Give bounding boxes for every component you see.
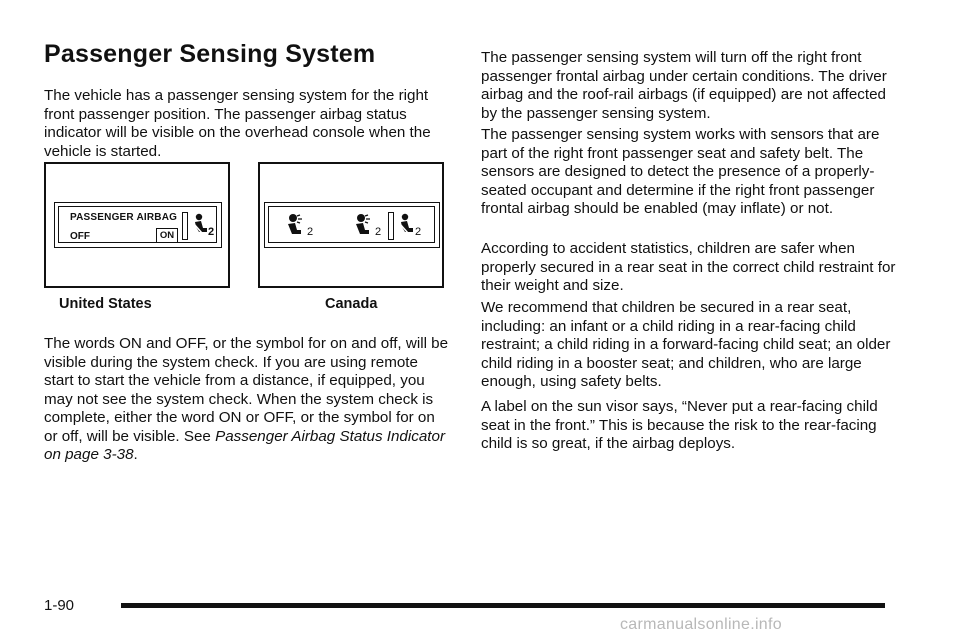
canada-indicator-panel <box>264 202 440 248</box>
seated-passenger-icon <box>191 213 209 237</box>
figure-canada <box>258 162 444 288</box>
right-paragraph-4: We recommend that children be secured in a rear seat, including: an infant or a child riding in a rear-facing child restraint; a child riding in a forward-facing child seat; an older child riding in a booster seat; and children, who are large enough, using safety belts. <box>481 299 891 390</box>
light-bar-icon <box>388 212 394 240</box>
right-paragraph-5: A label on the sun visor says, “Never put a rear-facing child seat in the front.” This is because the risk to the rear-facing child is so great, if the airbag deploys. <box>481 398 878 452</box>
caption-united-states: United States <box>59 296 152 312</box>
page-title: Passenger Sensing System <box>44 40 376 68</box>
status-words-end: . <box>133 446 138 463</box>
caption-canada: Canada <box>325 296 378 312</box>
status-words-text: The words ON and OFF, or the symbol for on and off, will be visible during the system check. If you are using remote start to start the vehicle from a distance, if equipped, you may not see the system check. When the system check is complete, either the word ON or OFF, or the symbol for on or off, will be visible. See <box>44 335 449 445</box>
cross-reference-link[interactable]: Passenger Airbag Status Indicator on page 3-38 <box>44 427 446 463</box>
us-indicator-inner <box>58 206 217 243</box>
on-label: ON <box>156 228 178 243</box>
canada-suffix-3: 2 <box>415 226 422 238</box>
right-paragraph-1: The passenger sensing system will turn off the right front passenger frontal airbag under certain conditions. The driver airbag and the roof-rail airbags (if equipped) are not affected by the passenger sensing system. <box>481 49 887 122</box>
canada-indicator-inner <box>268 206 435 243</box>
intro-paragraph: The vehicle has a passenger sensing system for the right front passenger position. The passenger airbag status indicator will be visible on the overhead console when the vehicle is started. <box>44 87 431 160</box>
canada-suffix-1: 2 <box>307 226 314 238</box>
canada-suffix-2: 2 <box>375 226 382 238</box>
airbag-occupant-icon <box>353 213 375 237</box>
watermark: carmanualsonline.info <box>620 616 782 633</box>
us-indicator-panel <box>54 202 222 248</box>
status-words-paragraph <box>44 335 449 465</box>
right-paragraph-2: The passenger sensing system works with sensors that are part of the right front passenger seat and safety belt. The sensors are designed to detect the presence of a properly-seated occupant and determine if the right front passenger frontal airbag should be enabled (may inflate) or not. <box>481 126 880 217</box>
light-bar-icon <box>182 212 188 240</box>
footer-rule <box>121 603 885 608</box>
page-number: 1-90 <box>44 597 75 614</box>
seated-passenger-icon <box>397 213 415 237</box>
off-label: OFF <box>70 231 90 242</box>
right-paragraph-3: According to accident statistics, children are safer when properly secured in a rear seat in the correct child restraint for their weight and size. <box>481 240 896 294</box>
airbag-on-occupant-icon <box>285 213 307 237</box>
passenger-airbag-label: PASSENGER AIRBAG <box>70 212 178 223</box>
figure-united-states <box>44 162 230 288</box>
us-suffix-2: 2 <box>208 226 215 238</box>
